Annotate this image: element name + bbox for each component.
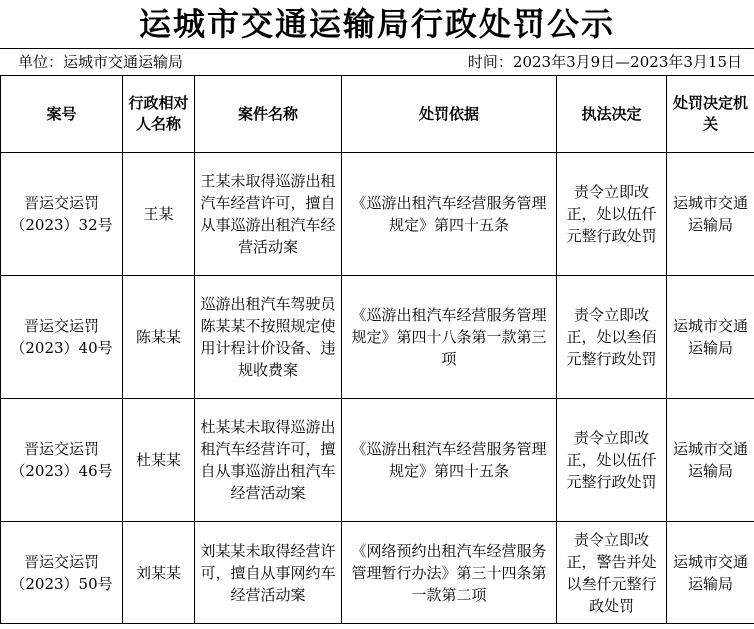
cell-authority: 运城市交通运输局 bbox=[667, 522, 754, 624]
header-basis: 处罚依据 bbox=[342, 76, 557, 153]
cell-basis: 《巡游出租汽车经营服务管理规定》第四十五条 bbox=[342, 153, 557, 276]
penalty-table bbox=[0, 75, 754, 624]
page-title: 运城市交通运输局行政处罚公示 bbox=[138, 5, 615, 43]
header-authority: 处罚决定机关 bbox=[667, 76, 754, 153]
cell-basis: 《巡游出租汽车经营服务管理规定》第四十五条 bbox=[342, 399, 557, 522]
cell-case-name: 杜某某未取得巡游出租汽车经营许可，擅自从事巡游出租汽车经营活动案 bbox=[195, 399, 342, 522]
table-row bbox=[1, 399, 754, 522]
header-party: 行政相对人名称 bbox=[123, 76, 195, 153]
cell-decision: 责令立即改正，处以伍仟元整行政处罚 bbox=[557, 399, 667, 522]
header-case-name: 案件名称 bbox=[195, 76, 342, 153]
cell-party: 刘某某 bbox=[123, 522, 195, 624]
notice-meta bbox=[0, 48, 754, 75]
table-header-row bbox=[1, 76, 754, 153]
cell-case-name: 刘某某未取得经营许可，擅自从事网约车经营活动案 bbox=[195, 522, 342, 624]
cell-case-name: 王某未取得巡游出租汽车经营许可，擅自从事巡游出租汽车经营活动案 bbox=[195, 153, 342, 276]
header-case-no: 案号 bbox=[1, 76, 123, 153]
cell-case-no: 晋运交运罚（2023）50号 bbox=[1, 522, 123, 624]
header-decision: 执法决定 bbox=[557, 76, 667, 153]
cell-case-no: 晋运交运罚（2023）46号 bbox=[1, 399, 123, 522]
cell-decision: 责令立即改正，处以伍仟元整行政处罚 bbox=[557, 153, 667, 276]
cell-authority: 运城市交通运输局 bbox=[667, 153, 754, 276]
cell-case-name: 巡游出租汽车驾驶员陈某某不按照规定使用计程计价设备、违规收费案 bbox=[195, 276, 342, 399]
cell-party: 杜某某 bbox=[123, 399, 195, 522]
cell-party: 陈某某 bbox=[123, 276, 195, 399]
cell-basis: 《巡游出租汽车经营服务管理规定》第四十八条第一款第三项 bbox=[342, 276, 557, 399]
cell-case-no: 晋运交运罚（2023）32号 bbox=[1, 153, 123, 276]
cell-decision: 责令立即改正，警告并处以叁仟元整行政处罚 bbox=[557, 522, 667, 624]
cell-basis: 《网络预约出租汽车经营服务管理暂行办法》第三十四条第一款第二项 bbox=[342, 522, 557, 624]
table-row bbox=[1, 522, 754, 624]
cell-authority: 运城市交通运输局 bbox=[667, 399, 754, 522]
table-row bbox=[1, 153, 754, 276]
notice-period: 时间：2023年3月9日—2023年3月15日 bbox=[467, 53, 742, 71]
cell-decision: 责令立即改正，处以叁佰元整行政处罚 bbox=[557, 276, 667, 399]
table-row bbox=[1, 276, 754, 399]
cell-case-no: 晋运交运罚（2023）40号 bbox=[1, 276, 123, 399]
issuing-unit: 单位：运城市交通运输局 bbox=[18, 53, 184, 71]
cell-authority: 运城市交通运输局 bbox=[667, 276, 754, 399]
cell-party: 王某 bbox=[123, 153, 195, 276]
